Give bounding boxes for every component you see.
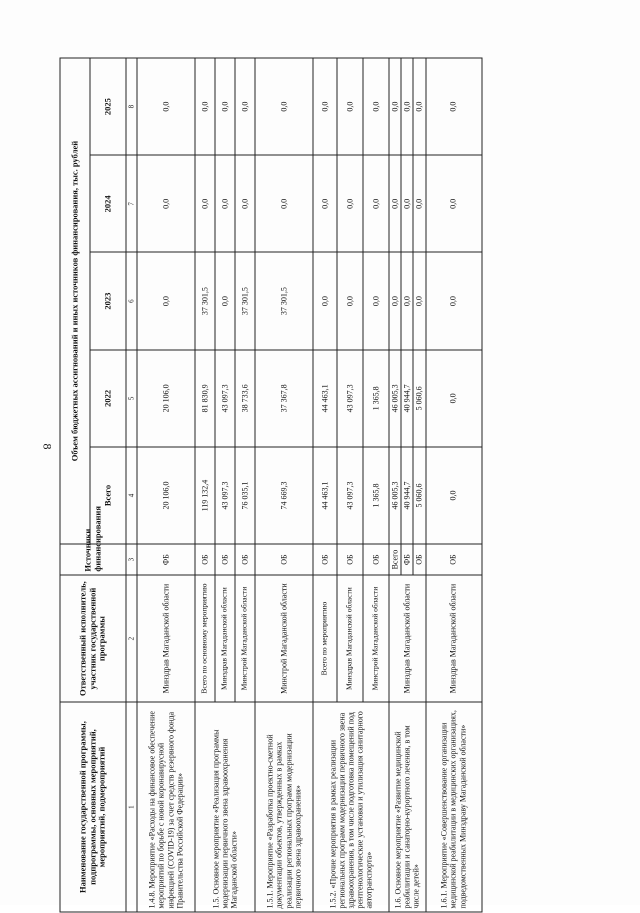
financing-table: [60, 58, 483, 913]
value-2023: 0,0: [137, 252, 195, 349]
value-2023: 0,0: [413, 252, 425, 349]
header-responsible: Ответственный исполнитель, участник государственной программы: [60, 575, 126, 702]
year-2023: 2023: [90, 252, 126, 349]
header-name: Наименование государственной программы, подпрограммы, основных мероприятий, мероприятий, подмероприятий: [60, 702, 126, 912]
value-2025: 0,0: [215, 58, 235, 155]
row-responsible: Всего по основному мероприятию: [195, 575, 215, 702]
row-source: ОБ: [426, 544, 482, 575]
value-total: 40 944,7: [401, 447, 413, 544]
value-2025: 0,0: [413, 58, 425, 155]
row-source: ОБ: [413, 544, 425, 575]
index-row: [126, 58, 137, 912]
value-2022: 43 097,3: [215, 350, 235, 447]
value-2022: 81 830,9: [195, 350, 215, 447]
value-2024: 0,0: [137, 155, 195, 252]
row-responsible: Минздрав Магаданской области: [215, 575, 235, 702]
table-row: [389, 58, 401, 912]
value-2022: 46 005,3: [389, 350, 401, 447]
value-2024: 0,0: [413, 155, 425, 252]
row-source: ОБ: [255, 544, 313, 575]
index-cell: 6: [126, 252, 137, 349]
year-2024: 2024: [90, 155, 126, 252]
row-responsible: Минстрой Магаданской области: [363, 575, 389, 702]
year-2022: 2022: [90, 350, 126, 447]
value-2023: 37 301,5: [235, 252, 255, 349]
value-2024: 0,0: [255, 155, 313, 252]
row-source: ОБ: [235, 544, 255, 575]
value-2023: 0,0: [426, 252, 482, 349]
row-source: ОБ: [337, 544, 363, 575]
value-2022: 5 060,6: [413, 350, 425, 447]
row-responsible: Минстрой Магаданской области: [235, 575, 255, 702]
value-2024: 0,0: [363, 155, 389, 252]
value-2025: 0,0: [401, 58, 413, 155]
index-cell: 5: [126, 350, 137, 447]
row-name: 1.5. Основное мероприятие «Реализация программы модернизации первичного звена здравоохранения Магаданской области»: [195, 702, 255, 912]
value-2023: 0,0: [337, 252, 363, 349]
value-2023: 0,0: [215, 252, 235, 349]
value-total: 0,0: [426, 447, 482, 544]
value-total: 1 365,8: [363, 447, 389, 544]
year-total: Всего: [90, 447, 126, 544]
value-2025: 0,0: [337, 58, 363, 155]
value-total: 43 097,3: [215, 447, 235, 544]
value-2022: 37 367,8: [255, 350, 313, 447]
value-2025: 0,0: [313, 58, 337, 155]
table-row: [426, 58, 482, 912]
table-row: [195, 58, 215, 912]
row-source: ОБ: [215, 544, 235, 575]
value-total: 74 669,3: [255, 447, 313, 544]
page-number: 8: [40, 443, 55, 450]
value-2025: 0,0: [137, 58, 195, 155]
value-2024: 0,0: [401, 155, 413, 252]
row-source: ОБ: [195, 544, 215, 575]
value-2023: 0,0: [389, 252, 401, 349]
value-2023: 0,0: [313, 252, 337, 349]
row-responsible: Минздрав Магаданской области: [137, 575, 195, 702]
row-source: ОБ: [313, 544, 337, 575]
value-2024: 0,0: [235, 155, 255, 252]
value-2022: 0,0: [426, 350, 482, 447]
index-cell: 2: [126, 575, 137, 702]
value-2022: 1 365,8: [363, 350, 389, 447]
row-responsible: Минздрав Магаданской области: [337, 575, 363, 702]
value-2023: 37 301,5: [195, 252, 215, 349]
value-2024: 0,0: [313, 155, 337, 252]
value-2024: 0,0: [389, 155, 401, 252]
row-responsible: Всего по мероприятию: [313, 575, 337, 702]
value-total: 20 106,0: [137, 447, 195, 544]
value-2024: 0,0: [215, 155, 235, 252]
row-name: 1.4.8. Мероприятие «Расходы на финансовое обеспечение мероприятий по борьбе с новой коронавирусной инфекцией (COVID-19) за счет средств резервного фонда Правительства Российской Федерации»: [137, 702, 195, 912]
row-source: Всего: [389, 544, 401, 575]
year-2025: 2025: [90, 58, 126, 155]
row-responsible: Минздрав Магаданской области: [389, 575, 426, 702]
value-2024: 0,0: [426, 155, 482, 252]
index-cell: 1: [126, 702, 137, 912]
row-name: 1.6.1. Мероприятие «Совершенствование организации медицинской реабилитации в медицинских организациях, подведомственных Минздраву Магаданской области»: [426, 702, 482, 912]
header-budget: Объем бюджетных ассигнований и иных источников финансирования, тыс. рублей: [60, 58, 90, 544]
value-total: 5 060,6: [413, 447, 425, 544]
table-row: [255, 58, 313, 912]
rotated-table-container: [60, 58, 470, 913]
row-name: 1.5.1. Мероприятие «Разработка проектно-сметной документации объектов, утвержденных в рамках реализации региональных программ модернизации первичного звена здравоохранения»: [255, 702, 313, 912]
value-total: 44 463,1: [313, 447, 337, 544]
header-source: Источники финансирования: [60, 544, 126, 575]
value-2025: 0,0: [426, 58, 482, 155]
row-responsible: Минздрав Магаданской области: [426, 575, 482, 702]
row-source: ОБ: [363, 544, 389, 575]
value-2023: 0,0: [401, 252, 413, 349]
value-2022: 43 097,3: [337, 350, 363, 447]
row-source: ФБ: [401, 544, 413, 575]
value-total: 76 035,1: [235, 447, 255, 544]
value-2025: 0,0: [255, 58, 313, 155]
value-total: 46 005,3: [389, 447, 401, 544]
value-2025: 0,0: [389, 58, 401, 155]
table-row: [137, 58, 195, 912]
value-2022: 38 733,6: [235, 350, 255, 447]
header-row: [60, 58, 90, 912]
value-2025: 0,0: [363, 58, 389, 155]
value-2025: 0,0: [195, 58, 215, 155]
value-total: 119 132,4: [195, 447, 215, 544]
row-responsible: Минстрой Магаданской области: [255, 575, 313, 702]
index-cell: 7: [126, 155, 137, 252]
index-cell: 3: [126, 544, 137, 575]
value-total: 43 097,3: [337, 447, 363, 544]
value-2024: 0,0: [195, 155, 215, 252]
value-2022: 20 106,0: [137, 350, 195, 447]
value-2024: 0,0: [337, 155, 363, 252]
table-row: [313, 58, 337, 912]
value-2025: 0,0: [235, 58, 255, 155]
value-2023: 37 301,5: [255, 252, 313, 349]
value-2022: 44 463,1: [313, 350, 337, 447]
value-2022: 40 944,7: [401, 350, 413, 447]
row-source: ФБ: [137, 544, 195, 575]
index-cell: 4: [126, 447, 137, 544]
row-name: 1.6. Основное мероприятие «Развитие медицинской реабилитации и санаторно-курортного лечения, в том числе детей»: [389, 702, 426, 912]
value-2023: 0,0: [363, 252, 389, 349]
index-cell: 8: [126, 58, 137, 155]
row-name: 1.5.2. «Прочие мероприятия в рамках реализации региональных программ модернизации первичного звена здравоохранения, в том числе подготовка помещений под рентгенологические установки и утилизация санитарного автотранспорта»: [313, 702, 389, 912]
